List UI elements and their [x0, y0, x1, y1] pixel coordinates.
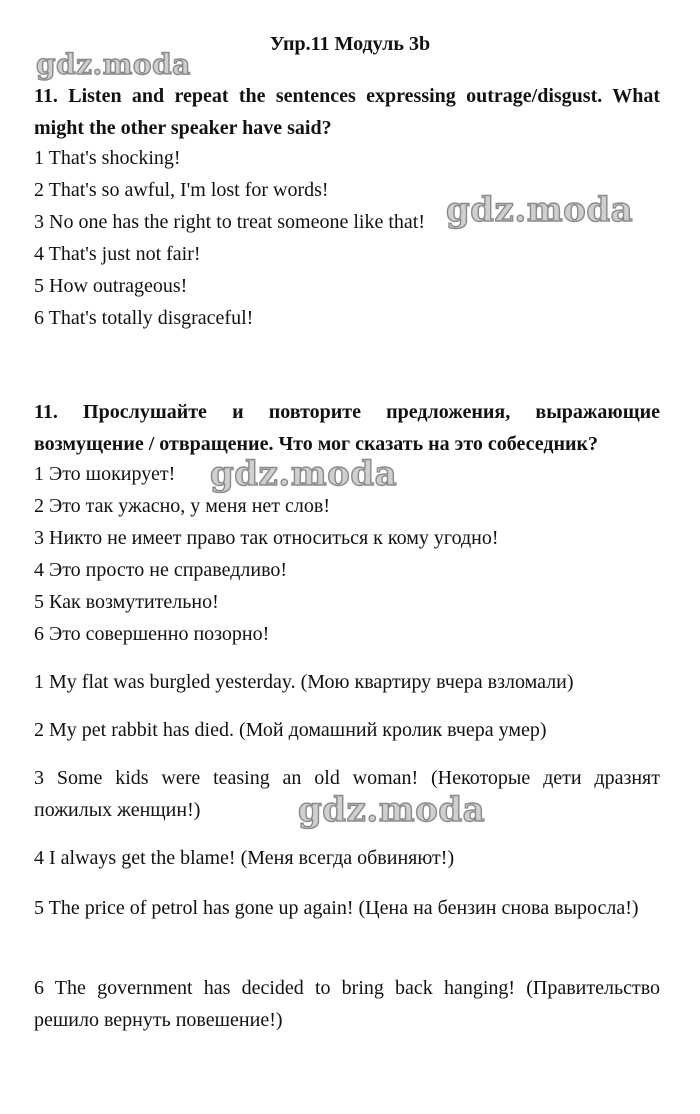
answer-item: 1 My flat was burgled yesterday. (Мою квартиру вчера взломали): [34, 671, 574, 693]
list-item: 3 Никто не имеет право так относиться к кому угодно!: [34, 527, 499, 549]
watermark: gdz.moda: [446, 190, 634, 230]
watermark: gdz.moda: [298, 790, 486, 830]
answer-item: 6 The government has decided to bring back hanging! (Правительство решило вернуть повешение!): [34, 977, 660, 1031]
list-item: 5 How outrageous!: [34, 275, 188, 297]
answer-item: 5 The price of petrol has gone up again! (Цена на бензин снова выросла!): [34, 897, 639, 919]
watermark: gdz.moda: [210, 454, 398, 494]
answer-item: 4 I always get the blame! (Меня всегда обвиняют!): [34, 847, 455, 869]
list-item: 2 Это так ужасно, у меня нет слов!: [34, 495, 330, 517]
list-item: 2 That's so awful, I'm lost for words!: [34, 179, 329, 201]
answer-item: 2 My pet rabbit has died. (Мой домашний кролик вчера умер): [34, 719, 547, 741]
list-item: 5 Как возмутительно!: [34, 591, 219, 613]
list-item: 4 That's just not fair!: [34, 243, 201, 265]
watermark: gdz.moda: [36, 48, 191, 81]
list-item: 6 Это совершенно позорно!: [34, 623, 270, 645]
list-item: 1 Это шокирует!: [34, 463, 176, 485]
page-title: Упр.11 Модуль 3b: [269, 33, 431, 55]
list-item: 4 Это просто не справедливо!: [34, 559, 288, 581]
exercise-heading-russian: 11. Прослушайте и повторите предложения, выражающие возмущение / отвращение. Что мог сказать на это собеседник?: [34, 401, 660, 455]
list-item: 3 No one has the right to treat someone like that!: [34, 211, 426, 233]
list-item: 1 That's shocking!: [34, 147, 181, 169]
exercise-heading-english: 11. Listen and repeat the sentences expressing outrage/disgust. What might the other speaker have said?: [34, 85, 660, 139]
list-item: 6 That's totally disgraceful!: [34, 307, 254, 329]
answer-item: 3 Some kids were teasing an old woman! (Некоторые дети дразнят пожилых женщин!): [34, 767, 660, 821]
